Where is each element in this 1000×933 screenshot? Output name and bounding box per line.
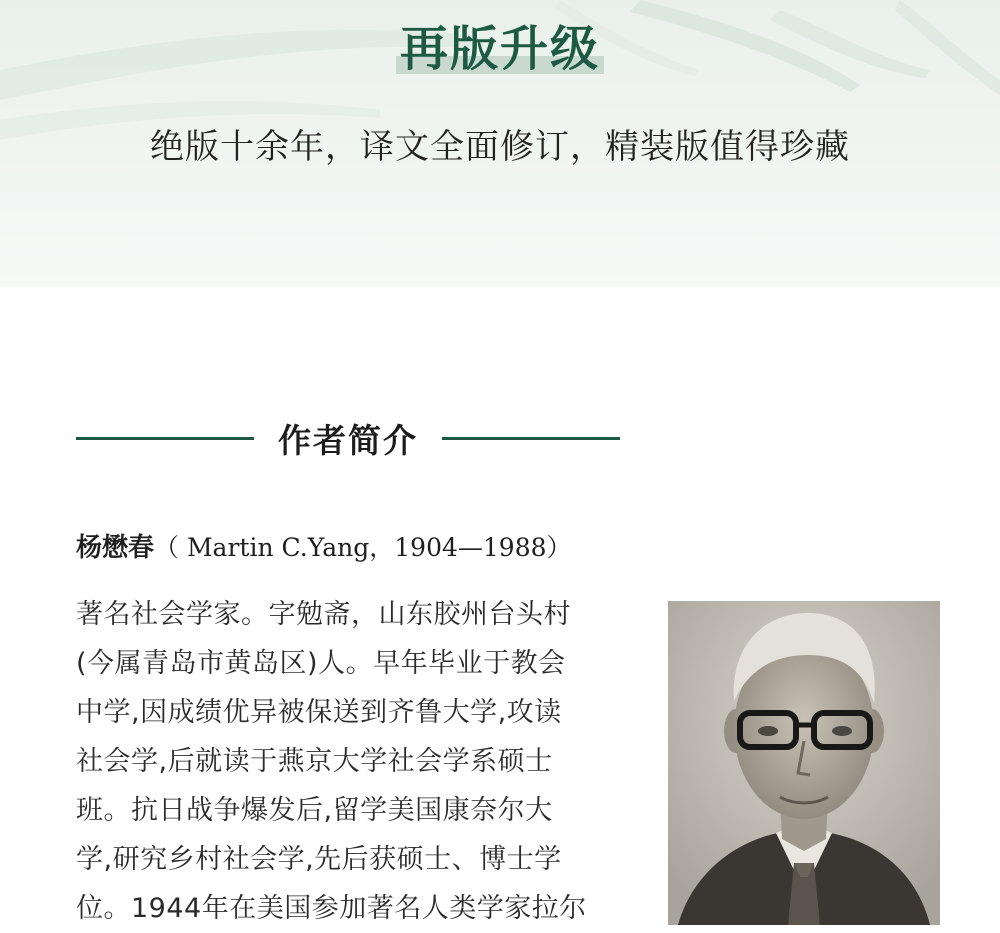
bio-line: 社会学,后就读于燕京大学社会学系硕士 xyxy=(76,746,553,777)
section-divider-right xyxy=(442,437,620,440)
banner-title-text: 再版升级 xyxy=(399,21,600,77)
bio-line: 学,研究乡村社会学,先后获硕士、博士学 xyxy=(76,844,562,875)
section-divider-left xyxy=(76,437,254,440)
bio-line: (今属青岛市黄岛区)人。早年毕业于教会 xyxy=(76,648,566,679)
author-name-detail: （ Martin C.Yang，1904—1988） xyxy=(154,533,572,562)
bio-line: 中学,因成绩优异被保送到齐鲁大学,攻读 xyxy=(76,697,562,728)
section-title: 作者简介 xyxy=(278,420,418,460)
bio-line: 位。1944年在美国参加著名人类学家拉尔 xyxy=(76,893,587,924)
bio-line: 著名社会学家。字勉斋，山东胶州台头村 xyxy=(76,599,571,630)
author-portrait xyxy=(668,601,940,925)
section-header xyxy=(76,412,620,464)
author-name: 杨懋春 xyxy=(76,533,155,563)
author-name-line xyxy=(76,528,572,568)
banner-title xyxy=(396,18,604,80)
portrait-image xyxy=(668,601,940,925)
bio-line: 班。抗日战争爆发后,留学美国康奈尔大 xyxy=(76,795,553,826)
header-banner xyxy=(0,0,1000,287)
banner-subtitle: 绝版十余年，译文全面修订，精装版值得珍藏 xyxy=(150,127,850,167)
author-bio xyxy=(76,590,616,933)
